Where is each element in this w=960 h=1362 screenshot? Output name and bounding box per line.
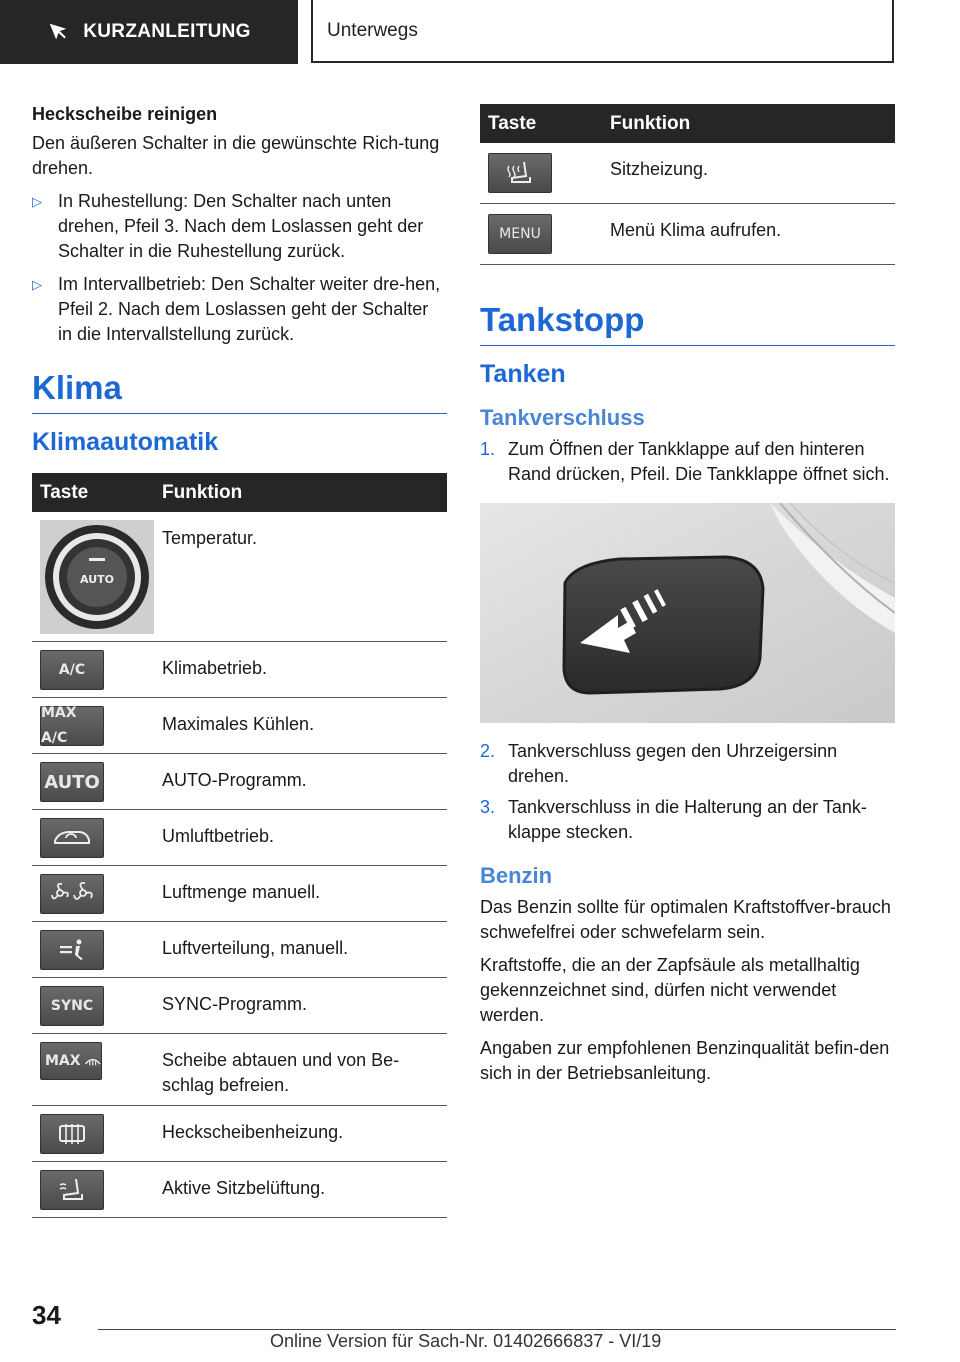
rear-wiper-heading: Heckscheibe reinigen — [32, 104, 218, 124]
table-row — [32, 698, 447, 754]
function-text: Menü Klima aufrufen. — [604, 204, 895, 265]
fuel-paragraph: Kraftstoffe, die an der Zapfsäule als metallhaltig gekennzeichnet sind, dürfen nicht verwendet werden. — [480, 955, 860, 1025]
function-text: Scheibe abtauen und von Be-schlag befreien. — [156, 1034, 447, 1106]
triangle-bullet-icon: ▷ — [32, 277, 42, 292]
table-row — [32, 754, 447, 810]
list-item: 2. Tankverschluss gegen den Uhrzeigersinn drehen. — [480, 741, 838, 786]
triangle-bullet-icon: ▷ — [32, 194, 42, 209]
function-text: Klimabetrieb. — [156, 642, 447, 698]
air-distribution-key-icon — [40, 930, 104, 970]
rear-window-heating-key-icon — [40, 1114, 104, 1154]
pointer-icon — [47, 21, 69, 43]
table-row — [32, 978, 447, 1034]
function-text: Maximales Kühlen. — [156, 698, 447, 754]
max-ac-key-icon: MAX A/C — [40, 706, 104, 746]
col-key-header: Taste — [488, 112, 537, 134]
online-version-note: Online Version für Sach-Nr. 01402666837 - VI/19 — [270, 1331, 662, 1351]
function-text: Temperatur. — [156, 512, 447, 642]
fan-speed-key-icon — [40, 874, 104, 914]
menu-key-icon: MENU — [488, 214, 552, 254]
list-item: 3. Tankverschluss in die Halterung an der Tank-klappe stecken. — [480, 797, 867, 842]
footer-divider — [98, 1329, 896, 1330]
dial-auto-label: AUTO — [80, 573, 114, 586]
rear-wiper-intro: Den äußeren Schalter in die gewünschte Rich-tung drehen. — [32, 133, 440, 178]
table-row — [32, 1106, 447, 1162]
section-label: KURZANLEITUNG — [83, 21, 251, 42]
table-row — [32, 922, 447, 978]
heading-klimaautomatik: Klimaautomatik — [32, 428, 219, 456]
recirculation-key-icon — [40, 818, 104, 858]
temperature-dial-image — [40, 520, 154, 634]
heading-tanken: Tanken — [480, 360, 566, 388]
table-row — [32, 810, 447, 866]
right-column — [480, 104, 895, 1094]
table-row — [32, 512, 447, 642]
col-fn-header: Funktion — [162, 481, 243, 503]
function-text: Umluftbetrieb. — [156, 810, 447, 866]
max-defrost-key-icon: MAX — [40, 1042, 102, 1080]
climate-table — [32, 473, 447, 1218]
function-text: Luftmenge manuell. — [156, 866, 447, 922]
table-row — [32, 642, 447, 698]
chapter-tab[interactable] — [311, 0, 894, 63]
section-tab[interactable] — [0, 0, 298, 64]
climate-table-continued — [480, 104, 895, 265]
seat-ventilation-key-icon — [40, 1170, 104, 1210]
table-header-row — [32, 473, 447, 512]
function-text: SYNC-Programm. — [156, 978, 447, 1034]
seat-heating-key-icon — [488, 153, 552, 193]
fuel-paragraph: Angaben zur empfohlenen Benzinqualität befin-den sich in der Betriebsanleitung. — [480, 1038, 890, 1083]
table-row — [32, 1162, 447, 1218]
table-row — [32, 866, 447, 922]
function-text: Sitzheizung. — [604, 143, 895, 204]
table-row — [480, 143, 895, 204]
heading-tankverschluss: Tankverschluss — [480, 405, 645, 430]
left-column — [32, 104, 447, 1218]
ac-key-icon: A/C — [40, 650, 104, 690]
list-item: 1. Zum Öffnen der Tankklappe auf den hinteren Rand drücken, Pfeil. Die Tankklappe öffnet sich. — [480, 439, 890, 484]
heading-tankstopp: Tankstopp — [480, 301, 895, 346]
page-number: 34 — [32, 1300, 61, 1330]
list-item: ▷ In Ruhestellung: Den Schalter nach unten drehen, Pfeil 3. Nach dem Loslassen geht der Schalter in die Ruhestellung zurück. — [32, 189, 447, 264]
table-row — [32, 1034, 447, 1106]
col-key-header: Taste — [40, 481, 89, 503]
chapter-label: Unterwegs — [327, 19, 418, 41]
function-text: AUTO-Programm. — [156, 754, 447, 810]
function-text: Aktive Sitzbelüftung. — [156, 1162, 447, 1218]
table-header-row — [480, 104, 895, 143]
heading-klima: Klima — [32, 369, 447, 414]
fuel-paragraph: Das Benzin sollte für optimalen Kraftstoffver-brauch schwefelfrei oder schwefelarm sein. — [480, 897, 891, 942]
fuel-flap-image — [480, 503, 895, 723]
function-text: Luftverteilung, manuell. — [156, 922, 447, 978]
list-item: ▷ Im Intervallbetrieb: Den Schalter weiter dre-hen, Pfeil 2. Nach dem Loslassen geht der Schalter in die Intervallstellung zurück. — [32, 272, 447, 347]
heading-benzin: Benzin — [480, 863, 553, 888]
sync-key-icon: SYNC — [40, 986, 104, 1026]
function-text: Heckscheibenheizung. — [156, 1106, 447, 1162]
col-fn-header: Funktion — [610, 112, 691, 134]
table-row — [480, 204, 895, 265]
auto-key-icon: AUTO — [40, 762, 104, 802]
